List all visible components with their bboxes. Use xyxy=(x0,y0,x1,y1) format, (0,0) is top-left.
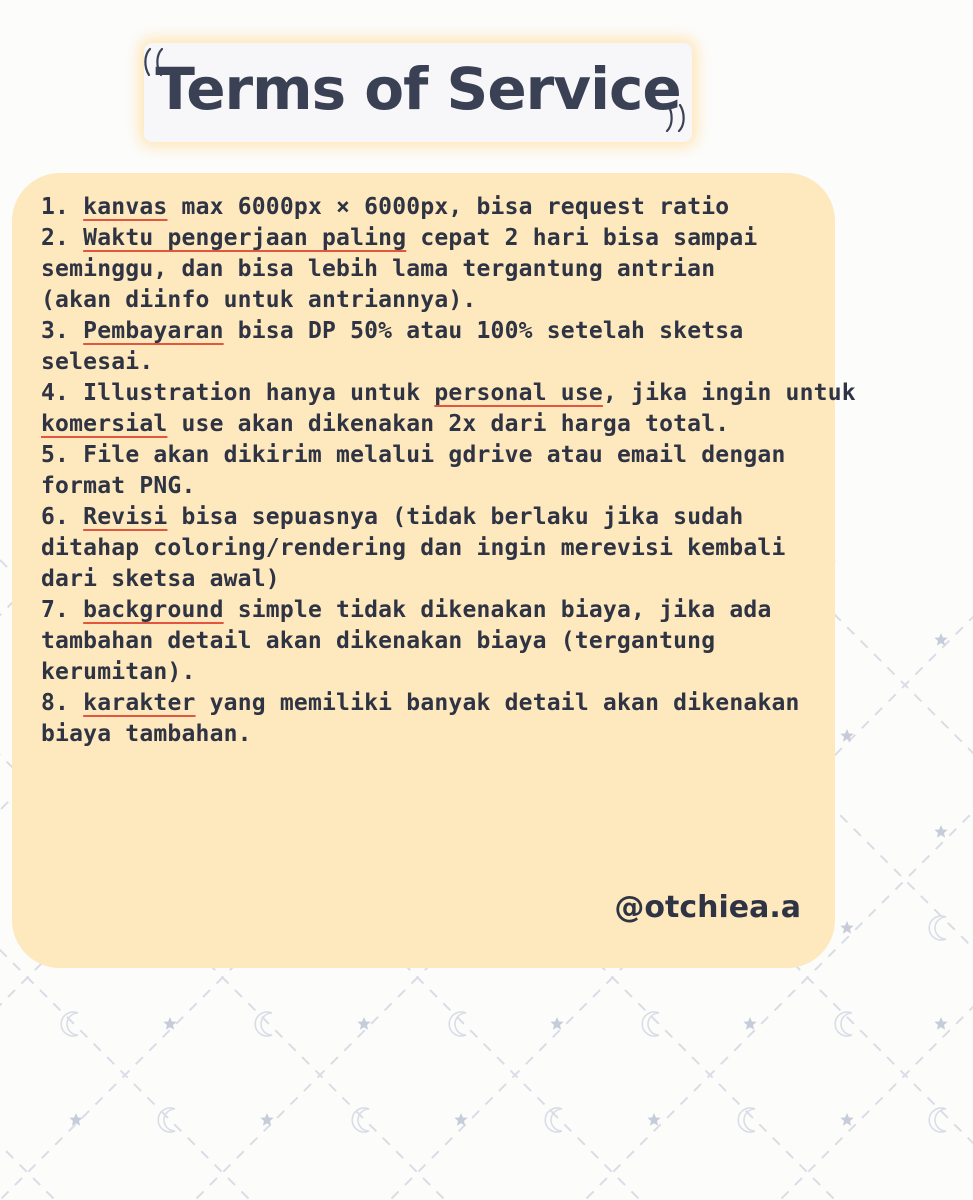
terms-line xyxy=(41,657,856,688)
star-icon xyxy=(743,1017,756,1030)
moon-icon xyxy=(545,1108,562,1132)
line-text: (akan diinfo untuk antriannya). xyxy=(41,287,477,313)
line-text: biaya tambahan. xyxy=(41,721,252,747)
author-handle: @otchiea.a xyxy=(614,890,801,925)
terms-line xyxy=(41,316,856,347)
item-number: 2. xyxy=(41,225,70,251)
item-number: 8. xyxy=(41,690,70,716)
item-number: 6. xyxy=(41,504,70,530)
line-text: bisa DP 50% atau 100% setelah sketsa xyxy=(223,318,744,344)
item-number: 7. xyxy=(41,597,70,623)
terms-line xyxy=(41,254,856,285)
line-text: bisa sepuasnya (tidak berlaku jika sudah xyxy=(167,504,744,530)
terms-line xyxy=(41,347,856,378)
item-number: 5. xyxy=(41,442,70,468)
line-text: kerumitan). xyxy=(41,659,196,685)
terms-line xyxy=(41,378,856,409)
star-icon xyxy=(934,825,947,838)
moon-icon xyxy=(835,1012,852,1036)
star-icon xyxy=(357,1017,370,1030)
highlighted-term: Revisi xyxy=(83,504,168,530)
terms-line xyxy=(41,192,856,223)
moon-icon xyxy=(255,1012,272,1036)
item-number: 4. xyxy=(41,380,70,406)
page-title: Terms of Service xyxy=(155,55,681,123)
item-number: 3. xyxy=(41,318,70,344)
line-text: cepat 2 hari bisa sampai xyxy=(406,225,758,251)
highlighted-term: Pembayaran xyxy=(83,318,224,344)
terms-line xyxy=(41,285,856,316)
close-quote-icon xyxy=(659,101,689,135)
star-icon xyxy=(840,1113,853,1126)
line-text: Illustration hanya untuk xyxy=(83,380,435,406)
terms-line xyxy=(41,502,856,533)
star-icon xyxy=(163,1017,176,1030)
line-text: simple tidak dikenakan biaya, jika ada xyxy=(223,597,772,623)
highlighted-term: karakter xyxy=(83,690,196,716)
line-text: tambahan detail akan dikenakan biaya (tergantung xyxy=(41,628,716,654)
terms-line xyxy=(41,719,856,750)
line-text: File akan dikirim melalui gdrive atau email dengan xyxy=(83,442,786,468)
star-icon xyxy=(69,1113,82,1126)
line-text: use akan dikenakan 2x dari harga total. xyxy=(167,411,730,437)
star-icon xyxy=(454,1113,467,1126)
highlighted-term: background xyxy=(83,597,224,623)
line-text: , jika ingin untuk xyxy=(602,380,856,406)
terms-line xyxy=(41,409,856,440)
highlighted-term: personal use xyxy=(434,380,603,406)
star-icon xyxy=(934,1017,947,1030)
highlighted-term: komersial xyxy=(41,411,168,437)
line-text: seminggu, dan bisa lebih lama tergantung antrian xyxy=(41,256,716,282)
moon-icon xyxy=(929,916,946,940)
terms-line xyxy=(41,595,856,626)
star-icon xyxy=(550,1017,563,1030)
moon-icon xyxy=(929,1108,946,1132)
highlighted-term: Waktu pengerjaan paling xyxy=(83,225,407,251)
star-icon xyxy=(840,921,853,934)
terms-line xyxy=(41,688,856,719)
line-text: max 6000px × 6000px, bisa request ratio xyxy=(167,194,730,220)
terms-line xyxy=(41,533,856,564)
line-text: format PNG. xyxy=(41,473,196,499)
star-icon xyxy=(260,1113,273,1126)
moon-icon xyxy=(642,1012,659,1036)
line-text: ditahap coloring/rendering dan ingin merevisi kembali xyxy=(41,535,786,561)
terms-line xyxy=(41,440,856,471)
star-icon xyxy=(647,1113,660,1126)
terms-line xyxy=(41,471,856,502)
terms-list xyxy=(41,192,856,750)
moon-icon xyxy=(61,1012,78,1036)
moon-icon xyxy=(158,1108,175,1132)
highlighted-term: kanvas xyxy=(83,194,168,220)
title-banner xyxy=(144,43,692,142)
line-text: yang memiliki banyak detail akan dikenakan xyxy=(195,690,800,716)
terms-line xyxy=(41,564,856,595)
line-text: dari sketsa awal) xyxy=(41,566,280,592)
moon-icon xyxy=(352,1108,369,1132)
terms-line xyxy=(41,223,856,254)
terms-line xyxy=(41,626,856,657)
item-number: 1. xyxy=(41,194,70,220)
line-text: selesai. xyxy=(41,349,154,375)
